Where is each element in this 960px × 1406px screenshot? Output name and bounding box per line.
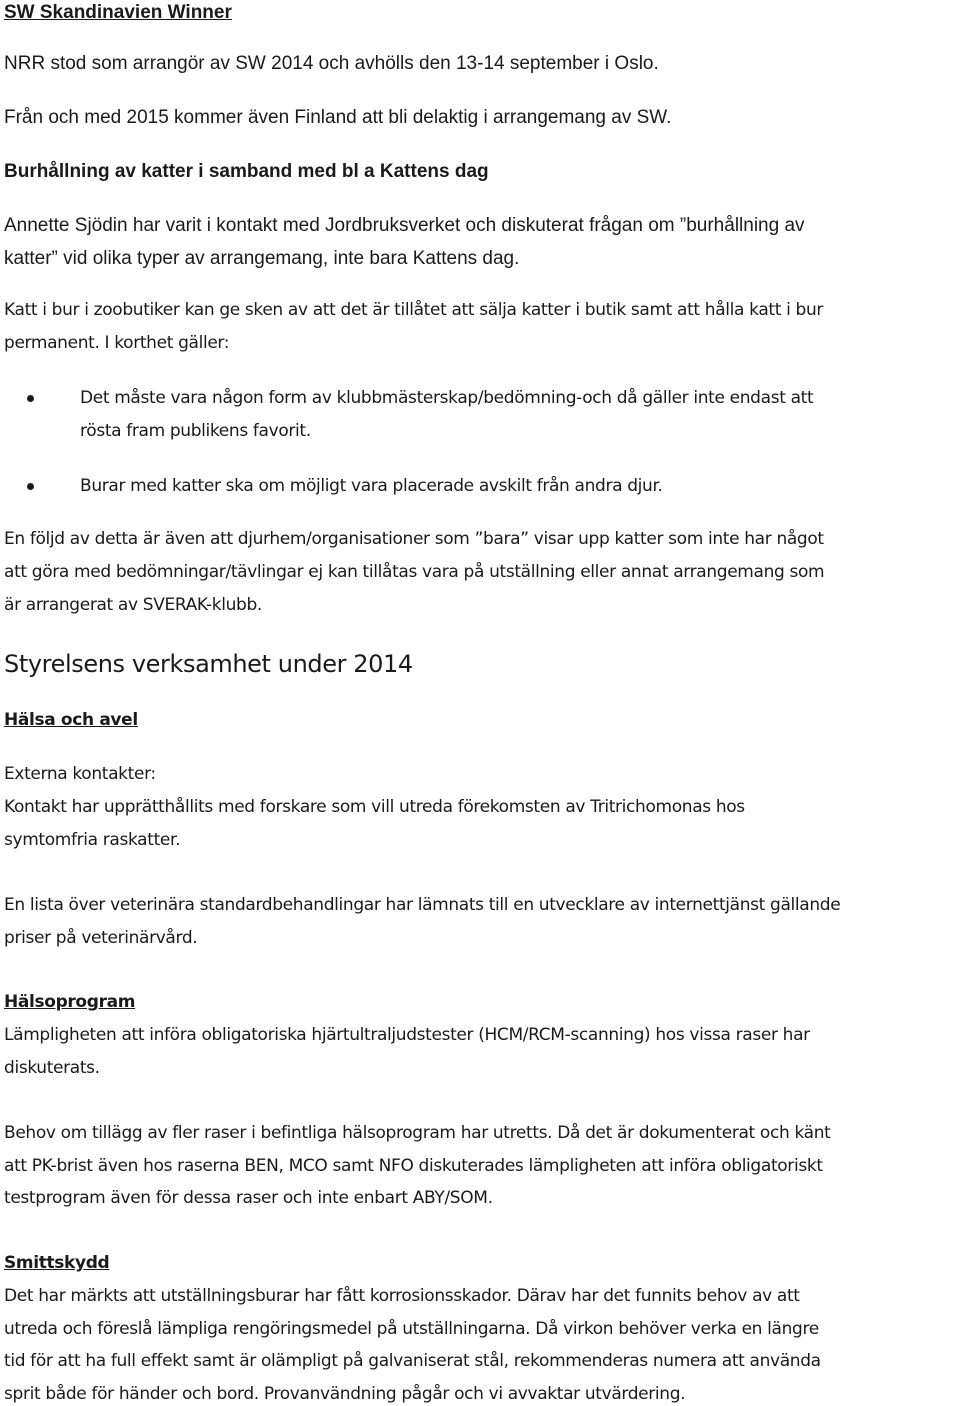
burhallning-paragraph-line: katter” vid olika typer av arrangemang, inte bara Kattens dag. (4, 248, 520, 269)
burhallning-paragraph-line: permanent. I korthet gäller: (4, 333, 230, 353)
halsoprogram-paragraph-line: testprogram även för dessa raser och inte enbart ABY/SOM. (4, 1188, 493, 1208)
burhallning-paragraph-line: Annette Sjödin har varit i kontakt med Jordbruksverket och diskuterat frågan om ”burhållning av (4, 215, 805, 236)
halsoprogram-paragraph-line: Lämpligheten att införa obligatoriska hjärtultraljudstester (HCM/RCM-scanning) hos vissa raser har (4, 1025, 810, 1045)
halsa-heading: Hälsa och avel (4, 710, 138, 730)
halsa-paragraph-line: symtomfria raskatter. (4, 830, 181, 850)
bullet-item-line: Burar med katter ska om möjligt vara placerade avskilt från andra djur. (80, 476, 663, 496)
burhallning-paragraph-line: att göra med bedömningar/tävlingar ej kan tillåtas vara på utställning eller annat arrangemang som (4, 562, 825, 582)
smittskydd-paragraph-line: sprit både för händer och bord. Provanvändning pågår och vi avvaktar utvärdering. (4, 1384, 686, 1404)
halsoprogram-heading: Hälsoprogram (4, 992, 136, 1012)
smittskydd-paragraph-line: Det har märkts att utställningsburar har fått korrosionsskador. Därav har det funnits behov av att (4, 1286, 800, 1306)
bullet-item-line: rösta fram publikens favorit. (80, 421, 311, 441)
smittskydd-heading: Smittskydd (4, 1253, 110, 1273)
halsa-paragraph-line: En lista över veterinära standardbehandlingar har lämnats till en utvecklare av internettjänst gällande (4, 895, 841, 915)
bullet-item-line: Det måste vara någon form av klubbmästerskap/bedömning-och då gäller inte endast att (80, 388, 814, 408)
halsoprogram-paragraph-line: Behov om tillägg av fler raser i befintliga hälsoprogram har utretts. Då det är dokumenterat och känt (4, 1123, 831, 1143)
burhallning-paragraph-line: är arrangerat av SVERAK-klubb. (4, 595, 262, 615)
halsa-paragraph-line: Kontakt har upprätthållits med forskare som vill utreda förekomsten av Tritrichomonas hos (4, 797, 745, 817)
smittskydd-paragraph-line: utreda och föreslå lämpliga rengöringsmedel på utställningarna. Då virkon behöver verka en längre (4, 1319, 819, 1339)
bullet-icon (27, 395, 34, 402)
section-title: Styrelsens verksamhet under 2014 (4, 650, 413, 678)
sw-text-line: NRR stod som arrangör av SW 2014 och avhölls den 13-14 september i Oslo. (4, 53, 659, 74)
sw-heading: SW Skandinavien Winner (4, 2, 232, 23)
burhallning-paragraph-line: En följd av detta är även att djurhem/organisationer som ”bara” visar upp katter som inte har något (4, 529, 824, 549)
halsoprogram-paragraph-line: diskuterats. (4, 1058, 100, 1078)
externa-label: Externa kontakter: (4, 764, 156, 784)
burhallning-paragraph-line: Katt i bur i zoobutiker kan ge sken av att det är tillåtet att sälja katter i butik samt att hålla katt i bur (4, 300, 824, 320)
burhallning-heading: Burhållning av katter i samband med bl a Kattens dag (4, 161, 489, 182)
sw-text-line: Från och med 2015 kommer även Finland att bli delaktig i arrangemang av SW. (4, 107, 672, 128)
halsoprogram-paragraph-line: att PK-brist även hos raserna BEN, MCO samt NFO diskuterades lämpligheten att införa obligatoriskt (4, 1156, 823, 1176)
halsa-paragraph-line: priser på veterinärvård. (4, 928, 198, 948)
bullet-icon (27, 483, 34, 490)
smittskydd-paragraph-line: tid för att ha full effekt samt är olämpligt på galvaniserat stål, rekommenderas numera att använda (4, 1351, 821, 1371)
